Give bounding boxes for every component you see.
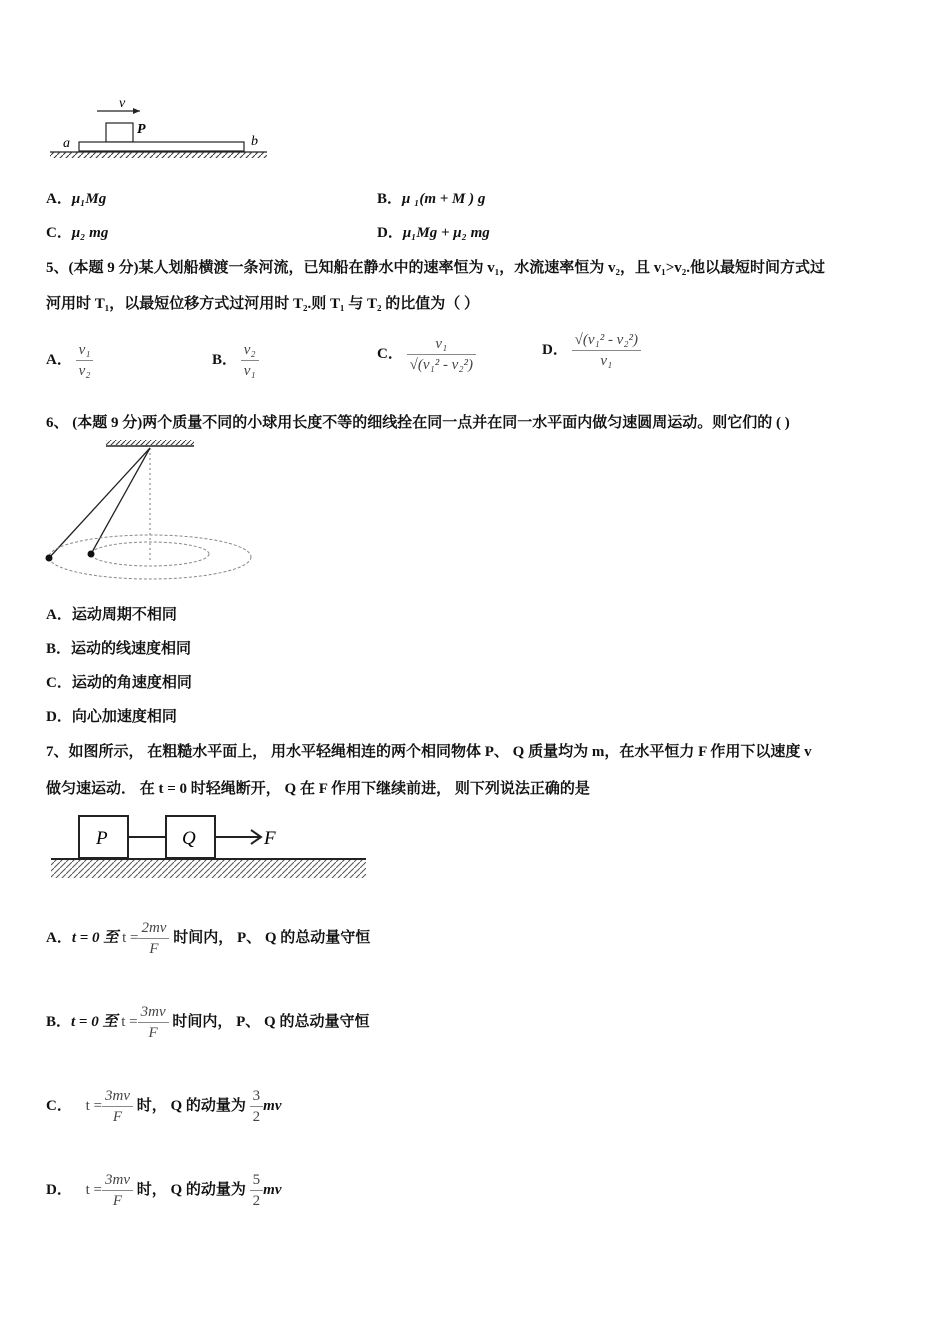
- q5-stem-line1: 5、(本题 9 分)某人划船横渡一条河流，已知船在静水中的速率恒为 v₁，水流速率恒为 v₂，且 v₁>v₂.他以最短时间方式过: [46, 260, 826, 276]
- q6-option-a[interactable]: A．运动周期不相同: [46, 607, 177, 623]
- q5-d-fraction: $\frac{\text{√(v₁² - v₂²)}}{\text{v₁}}$: [572, 330, 641, 371]
- fig7-q-label: Q: [182, 828, 196, 849]
- fig7-f-label: F: [264, 828, 276, 849]
- q5-b-fraction: $\frac{\text{v₂}}{\text{v₁}}$: [241, 340, 259, 381]
- plank-block-figure: [45, 95, 275, 165]
- fig4-p-label: P: [137, 122, 146, 137]
- fig4-v-label: v: [119, 96, 126, 111]
- q7-c-coefficient: $\frac{3}{2}$: [250, 1086, 264, 1127]
- q5-c-fraction: $\frac{\text{v₁}}{\text{√(v₁² - v₂²)}}$: [407, 334, 476, 375]
- q7-stem-line2: 做匀速运动． 在 t = 0 时轻绳断开， Q 在 F 作用下继续前进， 则下列说法正确的是: [46, 781, 590, 797]
- q5-option-b[interactable]: B． $\frac{\text{v₂}}{\text{v₁}}$: [212, 340, 259, 381]
- long-string: [49, 448, 150, 558]
- q6-option-b[interactable]: B．运动的线速度相同: [46, 641, 192, 657]
- q4-option-c[interactable]: C．μ₂ mg: [46, 225, 109, 241]
- q7-b-fraction: $\frac{3mv}{F}$: [138, 1002, 169, 1043]
- q7-option-a[interactable]: A．t = 0 至 t = $\frac{2mv}{F}$ 时间内， P、 Q 的总动量守恒: [46, 920, 371, 957]
- q7-option-b[interactable]: B．t = 0 至 t = $\frac{3mv}{F}$ 时间内， P、 Q 的总动量守恒: [46, 1004, 370, 1041]
- q4-a-text: μ₁Mg: [71, 191, 107, 207]
- q7-d-coefficient: $\frac{5}{2}$: [250, 1170, 264, 1211]
- block-p: [106, 123, 133, 142]
- ground-hatch: [50, 152, 267, 158]
- q5-option-a[interactable]: A． $\frac{\text{v₁}}{\text{v₂}}$: [46, 340, 93, 381]
- ball-outer: [46, 555, 53, 562]
- fig4-a-label: a: [63, 136, 70, 151]
- q7-a-fraction: $\frac{2mv}{F}$: [138, 918, 169, 959]
- ball-inner: [88, 551, 95, 558]
- short-string: [91, 448, 150, 554]
- q5-option-d[interactable]: D． $\frac{\text{√(v₁² - v₂²)}}{\text{v₁}}$: [542, 330, 641, 371]
- q5-stem-line2: 河用时 T₁，以最短位移方式过河用时 T₂.则 T₁ 与 T₂ 的比值为（ ）: [46, 296, 480, 312]
- plank: [79, 142, 244, 151]
- ceiling-hatch: [106, 440, 194, 445]
- fig7-p-label: P: [96, 828, 108, 849]
- q4-option-d[interactable]: D．μ₁Mg + μ₂ mg: [377, 225, 490, 241]
- q4-d-text: μ₁Mg + μ₂ mg: [402, 225, 490, 241]
- q7-stem-line1: 7、如图所示， 在粗糙水平面上， 用水平轻绳相连的两个相同物体 P、 Q 质量均为 m，在水平恒力 F 作用下以速度 v: [46, 744, 812, 760]
- q7-option-c[interactable]: C． t = $\frac{3mv}{F}$ 时， Q 的动量为 $\frac{3}{2}$ mv: [46, 1088, 282, 1125]
- q5-option-c[interactable]: C． $\frac{\text{v₁}}{\text{√(v₁² - v₂²)}}$: [377, 334, 476, 375]
- conical-pendulum-figure: [40, 436, 260, 586]
- ground-hatch: [51, 860, 366, 878]
- q5-a-fraction: $\frac{\text{v₁}}{\text{v₂}}$: [76, 340, 94, 381]
- q6-option-d[interactable]: D．向心加速度相同: [46, 709, 177, 725]
- q7-d-fraction: $\frac{3mv}{F}$: [102, 1170, 133, 1211]
- q4-c-text: μ₂ mg: [71, 225, 109, 241]
- q7-c-fraction: $\frac{3mv}{F}$: [102, 1086, 133, 1127]
- fig4-b-label: b: [251, 134, 258, 149]
- q4-option-b[interactable]: B．μ ₁(m + M ) g: [377, 191, 486, 207]
- q6-stem: 6、 (本题 9 分)两个质量不同的小球用长度不等的细线拴在同一点并在同一水平面内做匀速圆周运动。则它们的 ( ): [46, 415, 790, 431]
- q6-option-c[interactable]: C．运动的角速度相同: [46, 675, 192, 691]
- q4-b-text: μ ₁(m + M ) g: [402, 191, 486, 207]
- q4-option-a[interactable]: A．μ₁Mg: [46, 191, 107, 207]
- two-block-figure: [48, 808, 370, 884]
- q7-option-d[interactable]: D． t = $\frac{3mv}{F}$ 时， Q 的动量为 $\frac{5}{2}$ mv: [46, 1172, 282, 1209]
